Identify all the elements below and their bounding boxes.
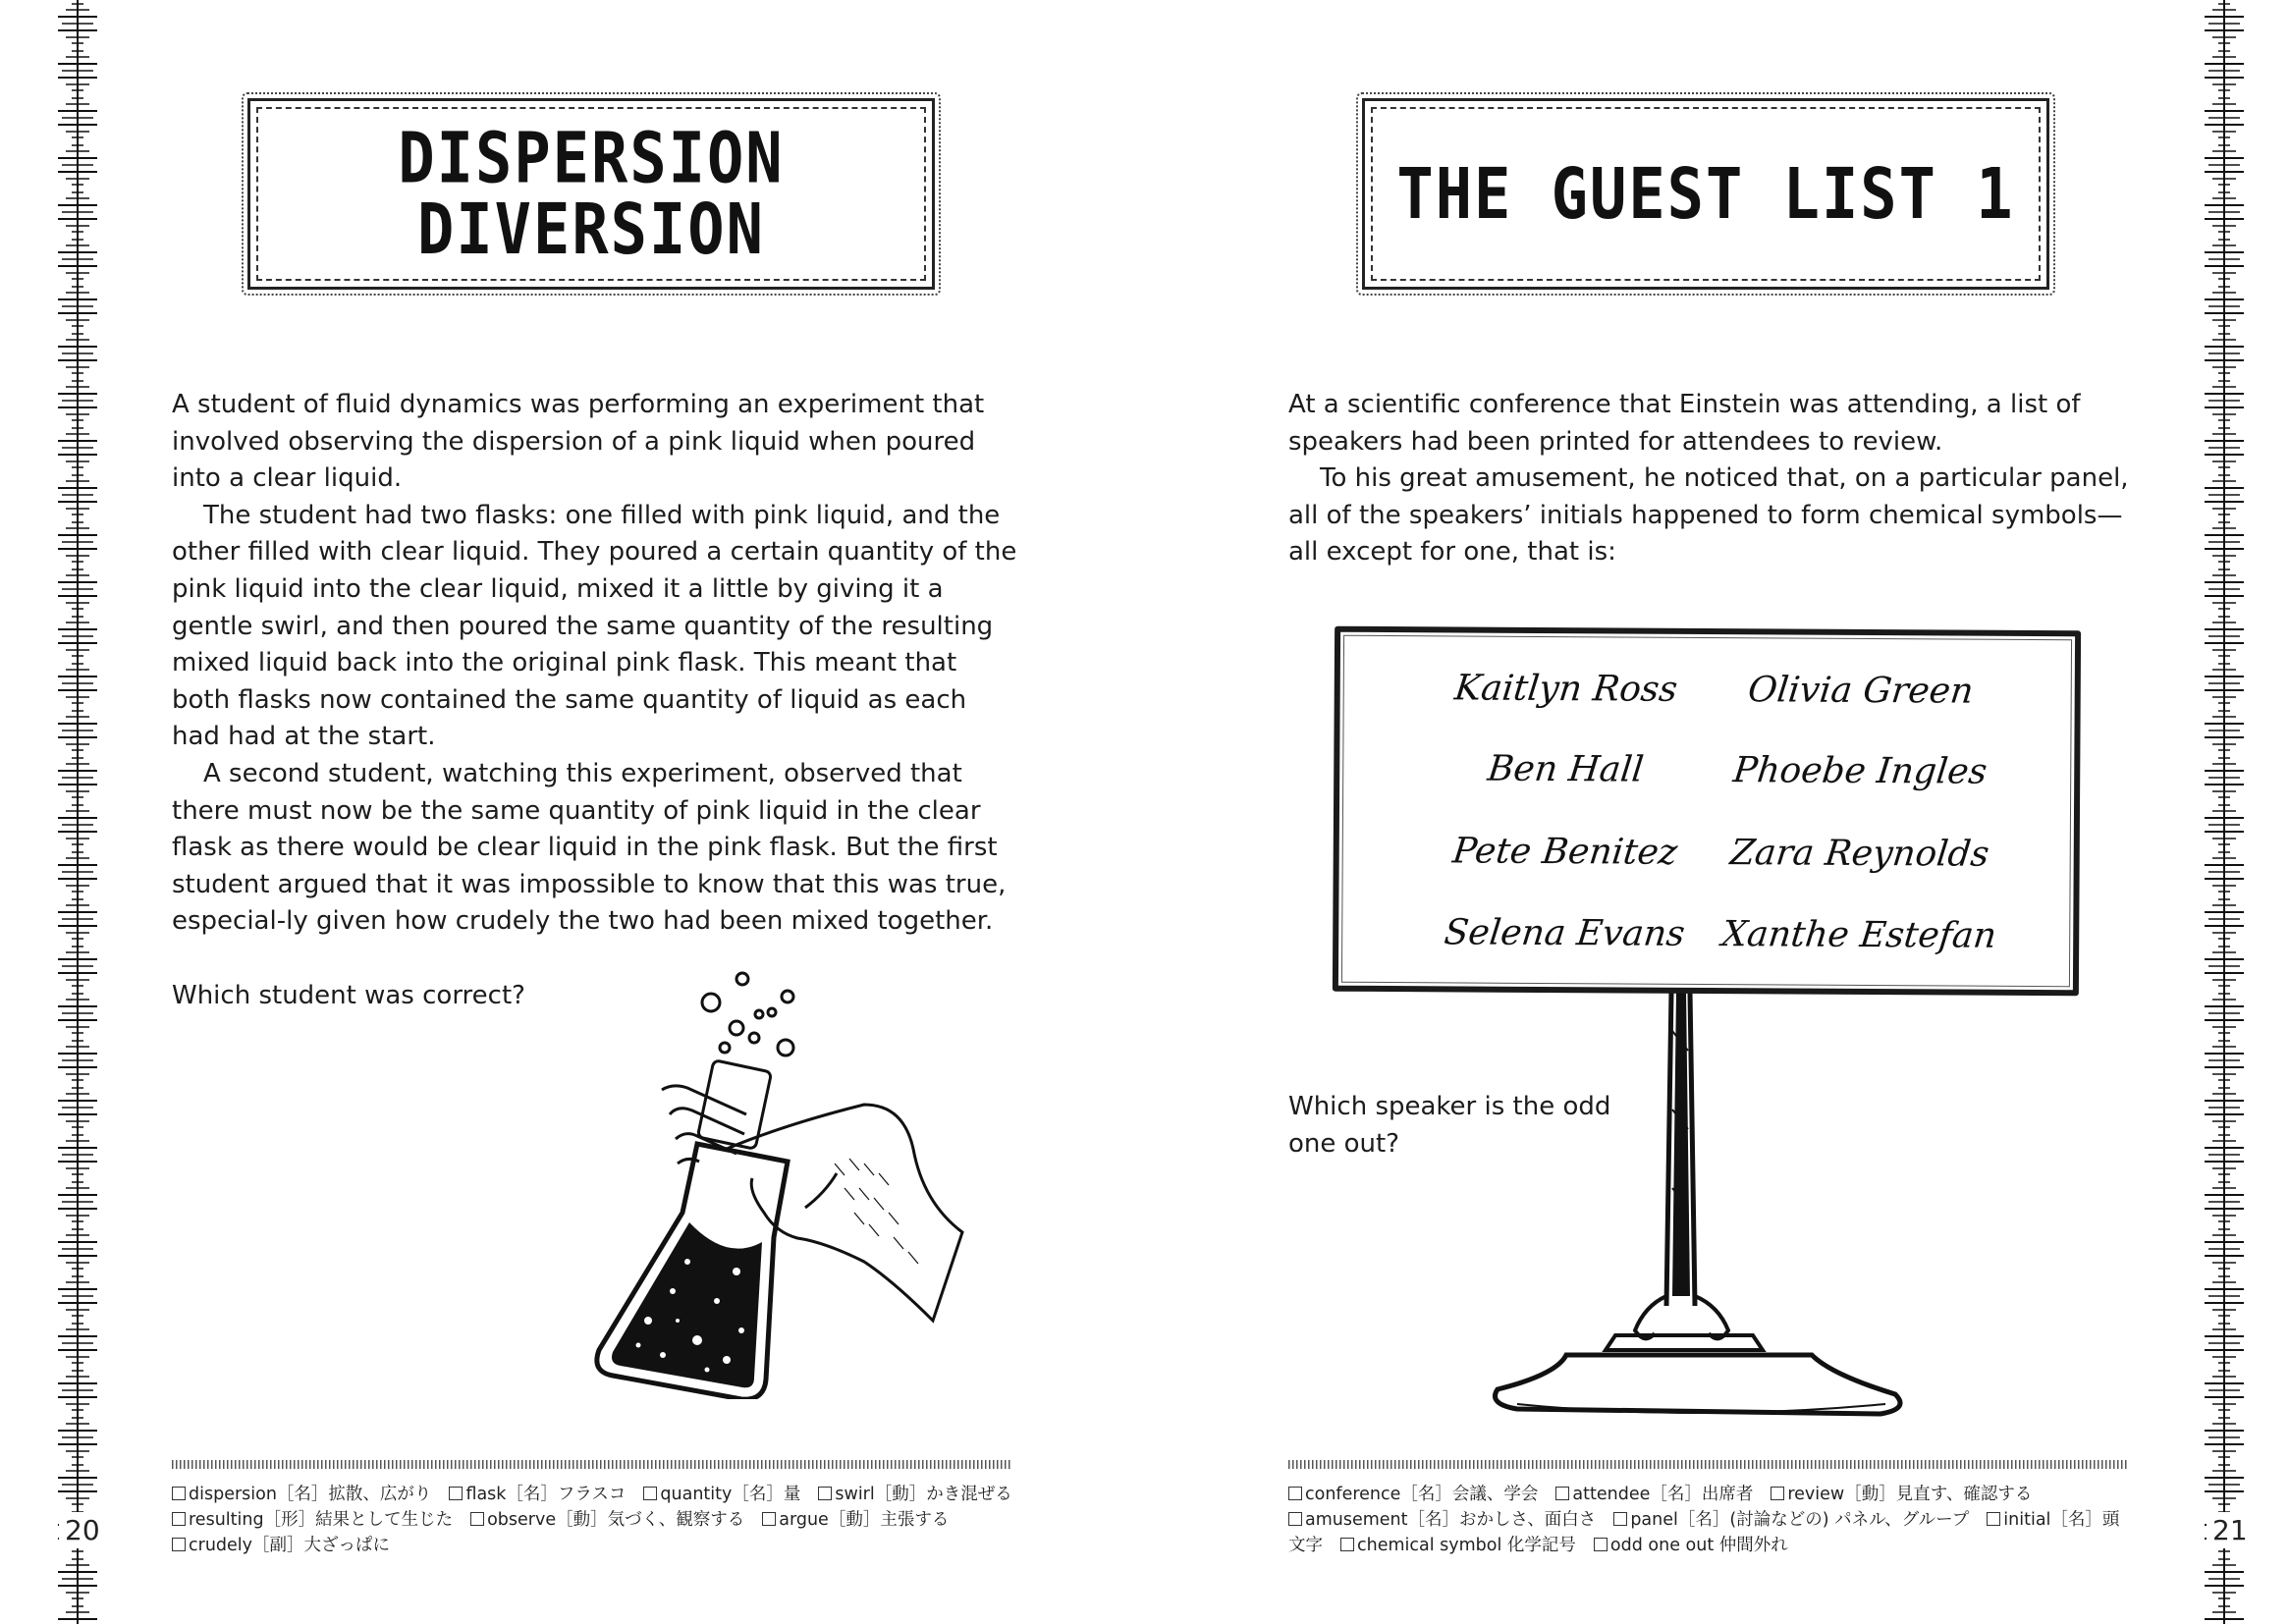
vocab-item: chemical symbol 化学記号 <box>1340 1536 1576 1555</box>
question: Which student was correct? <box>172 981 525 1010</box>
checkbox[interactable] <box>1288 1487 1302 1500</box>
checkbox[interactable] <box>1771 1487 1784 1500</box>
vocab-item: argue［動］主張する <box>762 1510 949 1530</box>
vocab-item: quantity［名］量 <box>643 1485 800 1504</box>
question <box>1288 1089 1610 1163</box>
checkbox[interactable] <box>762 1512 776 1526</box>
vocab-row <box>172 1507 1036 1533</box>
speaker-name: Zara Reynolds <box>1727 833 1991 875</box>
paragraph: A second student, watching this experiment, observed that there must now be the same quantity of pink liquid in the clear flask as there would be clear liquid in the pink flask. But the first student argued that it was impossible to know that this was true, especial-ly given how crudely the two had been mixed together. <box>172 758 1007 937</box>
vocab-list <box>172 1482 1036 1558</box>
vocab-item: conference［名］会議、学会 <box>1288 1485 1538 1504</box>
speaker-name: Ben Hall <box>1485 748 1646 790</box>
speaker-name: Selena Evans <box>1442 912 1687 954</box>
hand-holding-flask-icon <box>579 967 972 1399</box>
question-line-1: Which speaker is the odd <box>1288 1092 1611 1121</box>
ladder-border-decoration <box>2203 0 2246 1624</box>
speaker-name: Xanthe Estefan <box>1719 914 1999 956</box>
checkbox[interactable] <box>449 1487 463 1500</box>
puzzle-text <box>1288 387 2148 571</box>
checkbox[interactable] <box>818 1487 832 1500</box>
page-number: 20 <box>59 1512 106 1548</box>
vocab-item: swirl［動］かき混ぜる <box>818 1485 1011 1504</box>
checkbox[interactable] <box>172 1512 186 1526</box>
checkbox[interactable] <box>1987 1512 2000 1526</box>
checkbox[interactable] <box>470 1512 484 1526</box>
vocab-row <box>1288 1482 2153 1507</box>
paragraph: To his great amusement, he noticed that, on a particular panel, all of the speakers’ initials happened to form chemical symbols—all except for one, that is: <box>1288 463 2129 568</box>
title-box <box>247 98 935 290</box>
paragraph: The student had two flasks: one filled with pink liquid, and the other filled with clear liquid. They poured a certain quantity of the pink liquid into the clear liquid, mixed it a little by giving it a gentle swirl, and then poured the same quantity of the resulting mixed liquid back into the original pink flask. This meant that both flasks now contained the same quantity of liquid as each had had at the start. <box>172 500 1017 752</box>
checkbox[interactable] <box>643 1487 657 1500</box>
vocab-item: odd one out 仲間外れ <box>1594 1536 1788 1555</box>
speaker-name: Kaitlyn Ross <box>1452 668 1680 710</box>
page-title: THE GUEST LIST 1 <box>1396 152 2015 236</box>
vocab-list <box>1288 1482 2153 1558</box>
vocab-row <box>1288 1507 2153 1533</box>
puzzle-text <box>172 387 1022 941</box>
checkbox[interactable] <box>172 1538 186 1551</box>
right-page <box>1144 0 2289 1624</box>
vocab-item: panel［名］(討論などの) パネル、グループ <box>1613 1510 1969 1530</box>
vocab-item: review［動］見直す、確認する <box>1771 1485 2032 1504</box>
vocab-divider <box>172 1460 1012 1469</box>
vocab-row <box>1288 1533 2153 1558</box>
title-box <box>1362 98 2049 290</box>
question-line-2: one out? <box>1288 1128 1400 1159</box>
checkbox[interactable] <box>1288 1512 1302 1526</box>
vocab-row <box>172 1533 1036 1558</box>
vocab-item: amusement［名］おかしさ、面白さ <box>1288 1510 1596 1530</box>
vocab-item: dispersion［名］拡散、広がり <box>172 1485 431 1504</box>
checkbox[interactable] <box>172 1487 186 1500</box>
vocab-divider <box>1288 1460 2129 1469</box>
vocab-item: initial［名］頭 <box>1987 1510 2119 1530</box>
vocab-row <box>172 1482 1036 1507</box>
ladder-border-decoration <box>56 0 99 1624</box>
sign-board <box>1333 626 2081 997</box>
vocab-item: flask［名］フラスコ <box>449 1485 626 1504</box>
paragraph: A student of fluid dynamics was performing an experiment that involved observing the dispersion of a pink liquid when poured into a clear liquid. <box>172 390 985 494</box>
checkbox[interactable] <box>1594 1538 1608 1551</box>
title-line-1: DISPERSION <box>398 117 785 199</box>
checkbox[interactable] <box>1613 1512 1627 1526</box>
title-line-2: DIVERSION <box>417 188 765 271</box>
speaker-name: Olivia Green <box>1745 670 1976 712</box>
page-title <box>398 117 785 271</box>
speaker-name: Pete Benitez <box>1450 831 1680 873</box>
vocab-item: resulting［形］結果として生じた <box>172 1510 453 1530</box>
vocab-item: attendee［名］出席者 <box>1555 1485 1753 1504</box>
vocab-item: observe［動］気づく、観察する <box>470 1510 744 1530</box>
left-page <box>0 0 1144 1624</box>
checkbox[interactable] <box>1340 1538 1354 1551</box>
checkbox[interactable] <box>1555 1487 1569 1500</box>
paragraph: At a scientific conference that Einstein was attending, a list of speakers had been printed for attendees to review. <box>1288 390 2081 457</box>
speaker-name: Phoebe Ingles <box>1731 750 1989 792</box>
vocab-item: crudely［副］大ざっぱに <box>172 1536 390 1555</box>
vocab-item-continued: 文字 <box>1288 1536 1323 1555</box>
page-number: 21 <box>2207 1512 2254 1548</box>
